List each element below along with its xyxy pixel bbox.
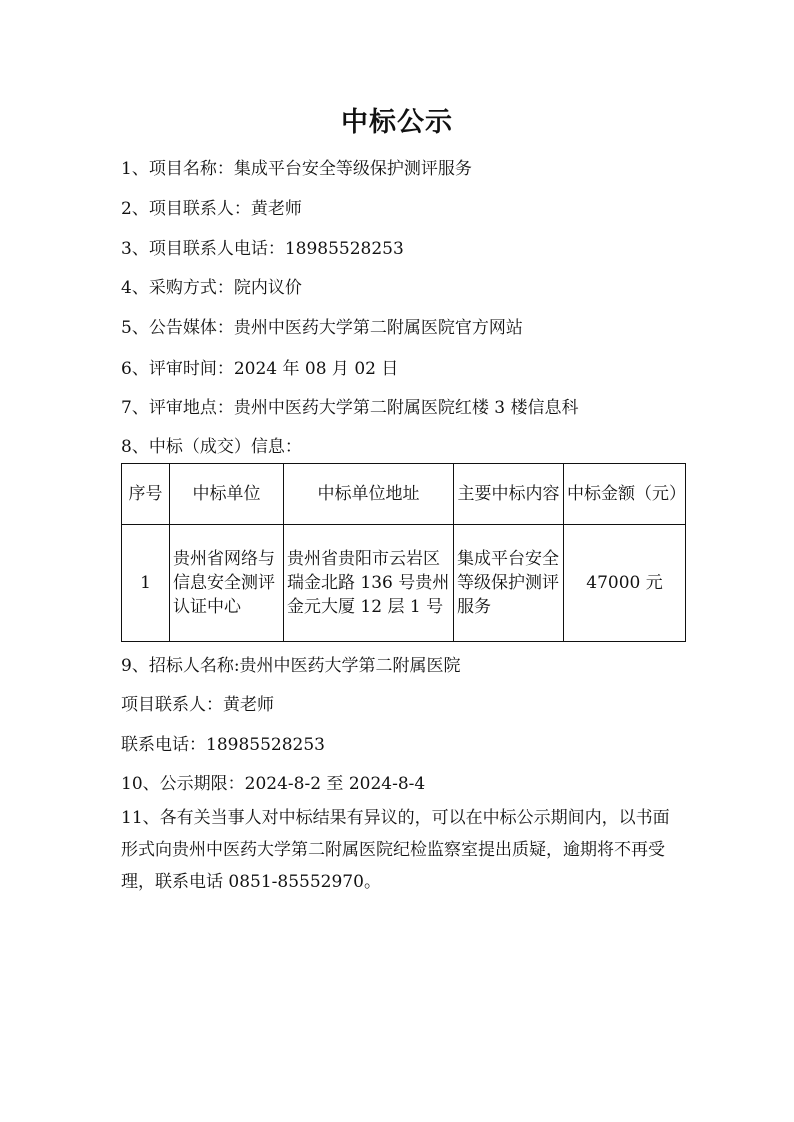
tender-phone-line: 联系电话：18985528253 [121, 735, 325, 755]
media-line: 5、公告媒体：贵州中医药大学第二附属医院官方网站 [121, 318, 523, 338]
award-table [121, 463, 686, 642]
award-info-line: 8、中标（成交）信息： [121, 437, 302, 457]
period-line: 10、公示期限：2024-8-2 至 2024-8-4 [121, 774, 426, 794]
cell-no: 1 [122, 525, 170, 642]
cell-content: 集成平台安全等级保护测评服务 [454, 525, 564, 642]
project-phone-line: 3、项目联系人电话：18985528253 [121, 239, 404, 259]
header-content: 主要中标内容 [454, 464, 564, 525]
tender-name-line: 9、招标人名称:贵州中医药大学第二附属医院 [121, 656, 461, 676]
page-title: 中标公示 [341, 107, 453, 138]
objection-paragraph: 11、各有关当事人对中标结果有异议的，可以在中标公示期间内，以书面形式向贵州中医药大学第二附属医院纪检监察室提出质疑，逾期将不再受理，联系电话 0851-85552970。 [121, 808, 670, 892]
review-time-line: 6、评审时间：2024 年 08 月 02 日 [121, 359, 399, 379]
cell-unit: 贵州省网络与信息安全测评认证中心 [170, 525, 284, 642]
purchase-method-line: 4、采购方式：院内议价 [121, 278, 302, 298]
cell-address: 贵州省贵阳市云岩区瑞金北路 136 号贵州金元大厦 12 层 1 号 [284, 525, 454, 642]
header-no: 序号 [122, 464, 170, 525]
project-name-line: 1、项目名称：集成平台安全等级保护测评服务 [121, 159, 472, 179]
tender-contact-line: 项目联系人：黄老师 [121, 695, 274, 715]
table-row [122, 525, 686, 642]
review-place-line: 7、评审地点：贵州中医药大学第二附属医院红楼 3 楼信息科 [121, 398, 579, 418]
cell-amount: 47000 元 [564, 525, 686, 642]
header-amount: 中标金额（元） [564, 464, 686, 525]
table-header-row [122, 464, 686, 525]
header-unit: 中标单位 [170, 464, 284, 525]
header-address: 中标单位地址 [284, 464, 454, 525]
project-contact-line: 2、项目联系人：黄老师 [121, 199, 302, 219]
